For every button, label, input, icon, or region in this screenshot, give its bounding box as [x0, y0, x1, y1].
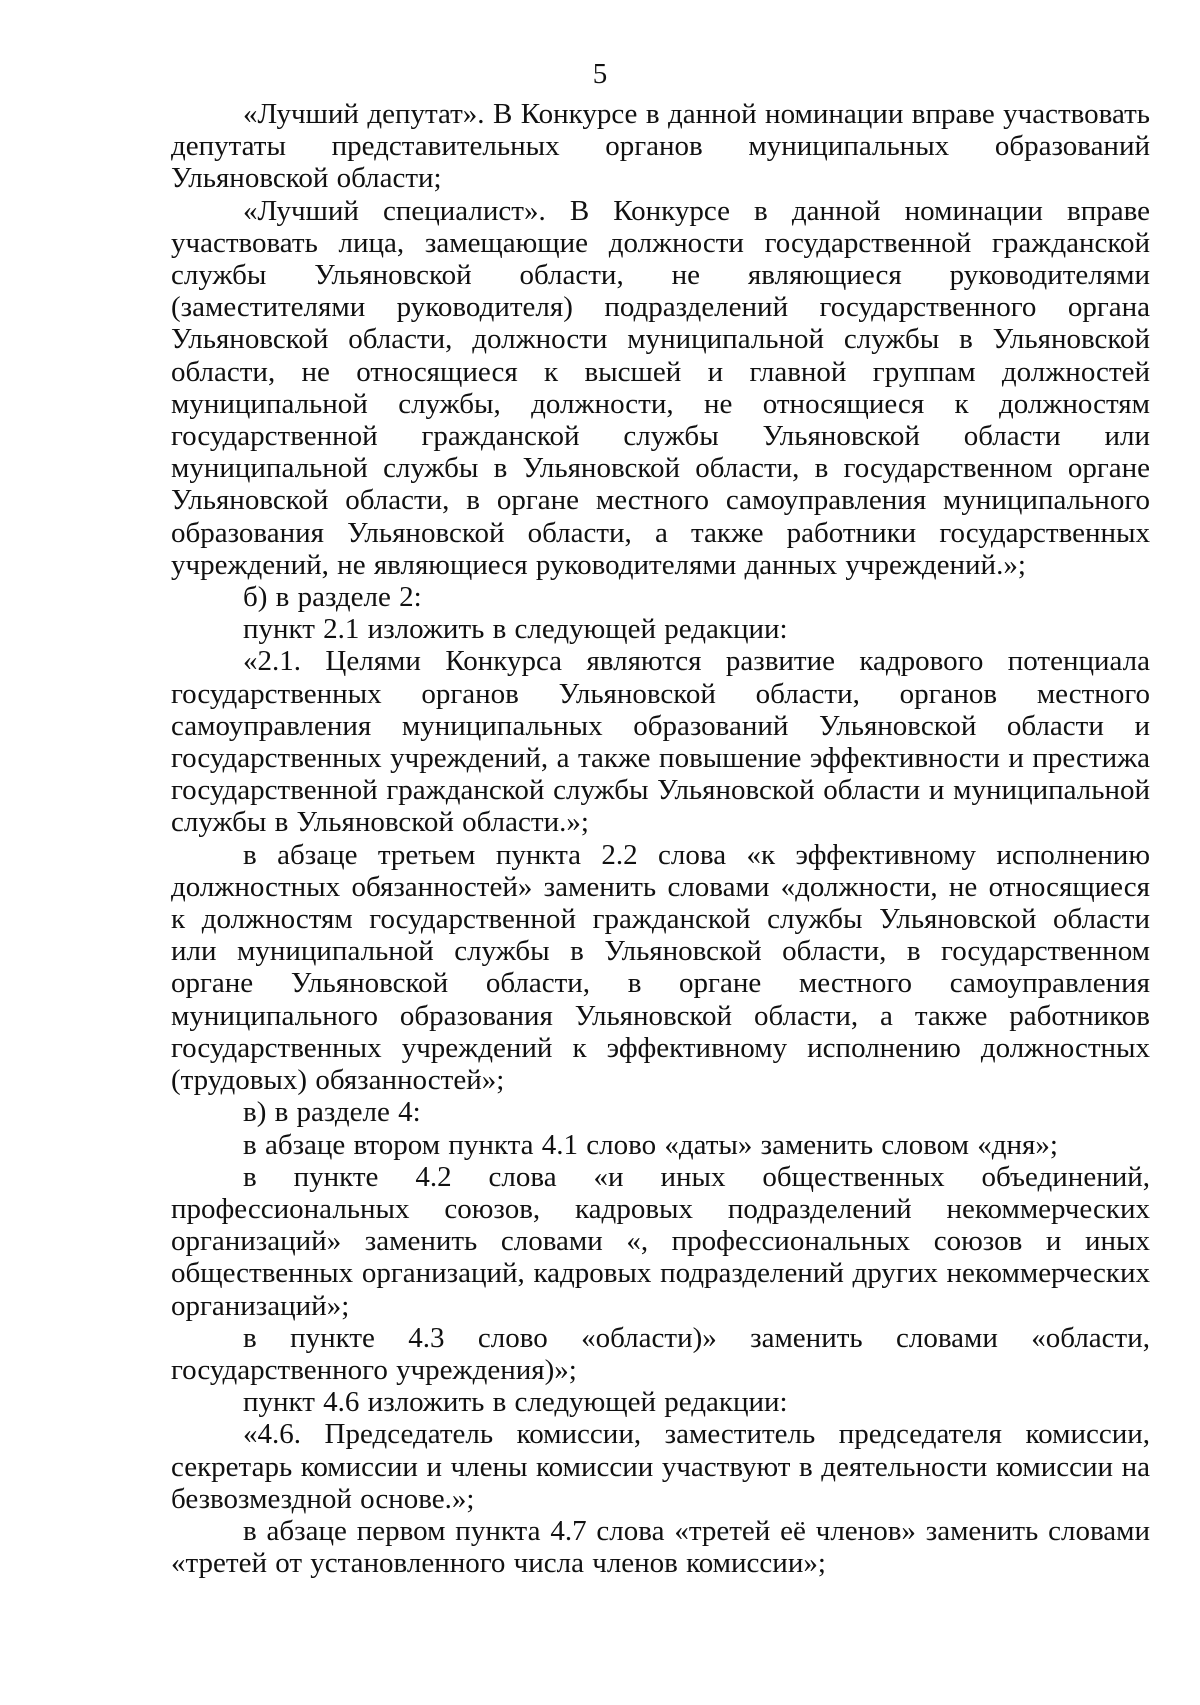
paragraph-item-4-6-text: «4.6. Председатель комиссии, заместитель председателя комиссии, секретарь комиссии и члены комиссии участвуют в деятельности комиссии на безвозмездной основе.»;	[171, 1418, 1150, 1515]
document-body	[171, 98, 1150, 1579]
paragraph-best-deputy: «Лучший депутат». В Конкурсе в данной номинации вправе участвовать депутаты представительных органов муниципальных образований Ульяновской области;	[171, 98, 1150, 195]
paragraph-item-4-1-amendment: в абзаце втором пункта 4.1 слово «даты» заменить словом «дня»;	[243, 1128, 1058, 1161]
paragraph-item-4-2-amendment: в пункте 4.2 слова «и иных общественных объединений, профессиональных союзов, кадровых подразделений некоммерческих организаций» заменить словами «, профессиональных союзов и иных общественных организаций, кадровых подразделений других некоммерческих организаций»;	[171, 1160, 1150, 1322]
paragraph-item-4-3-amendment: в пункте 4.3 слово «области)» заменить словами «области, государственного учреждения)»;	[171, 1321, 1150, 1386]
paragraph-section-2-heading: б) в разделе 2:	[243, 581, 422, 614]
paragraph-section-4-heading: в) в разделе 4:	[243, 1096, 421, 1129]
paragraph-item-2-1-text: «2.1. Целями Конкурса являются развитие кадрового потенциала государственных органов Ульяновской области, органов местного самоуправления муниципальных образований Ульяновской области и государственных учреждений, а также повышение эффективности и престижа государственной гражданской службы Ульяновской области и муниципальной службы в Ульяновской области.»;	[171, 645, 1150, 839]
paragraph-item-4-7-amendment: в абзаце первом пункта 4.7 слова «третей её членов» заменить словами «третей от установленного числа членов комиссии»;	[171, 1514, 1150, 1580]
paragraph-item-4-6-intro: пункт 4.6 изложить в следующей редакции:	[243, 1386, 788, 1419]
paragraph-best-specialist: «Лучший специалист». В Конкурсе в данной номинации вправе участвовать лица, замещающие должности государственной гражданской службы Ульяновской области, не являющиеся руководителями (заместителями руководителя) подразделений государственного органа Ульяновской области, должности муниципальной службы в Ульяновской области, не относящиеся к высшей и главной группам должностей муниципальной службы, должности, не относящиеся к должностям государственной гражданской службы Ульяновской области или муниципальной службы в Ульяновской области, в государственном органе Ульяновской области, в органе местного самоуправления муниципального образования Ульяновской области, а также работники государственных учреждений, не являющиеся руководителями данных учреждений.»;	[171, 194, 1150, 581]
paragraph-item-2-1-intro: пункт 2.1 изложить в следующей редакции:	[243, 613, 788, 646]
page-number: 5	[592, 58, 608, 90]
paragraph-item-2-2-amendment: в абзаце третьем пункта 2.2 слова «к эффективному исполнению должностных обязанностей» заменить словами «должности, не относящиеся к должностям государственной гражданской службы Ульяновской области или муниципальной службы в Ульяновской области, в государственном органе Ульяновской области, в органе местного самоуправления муниципального образования Ульяновской области, а также работников государственных учреждений к эффективному исполнению должностных (трудовых) обязанностей»;	[171, 838, 1150, 1097]
